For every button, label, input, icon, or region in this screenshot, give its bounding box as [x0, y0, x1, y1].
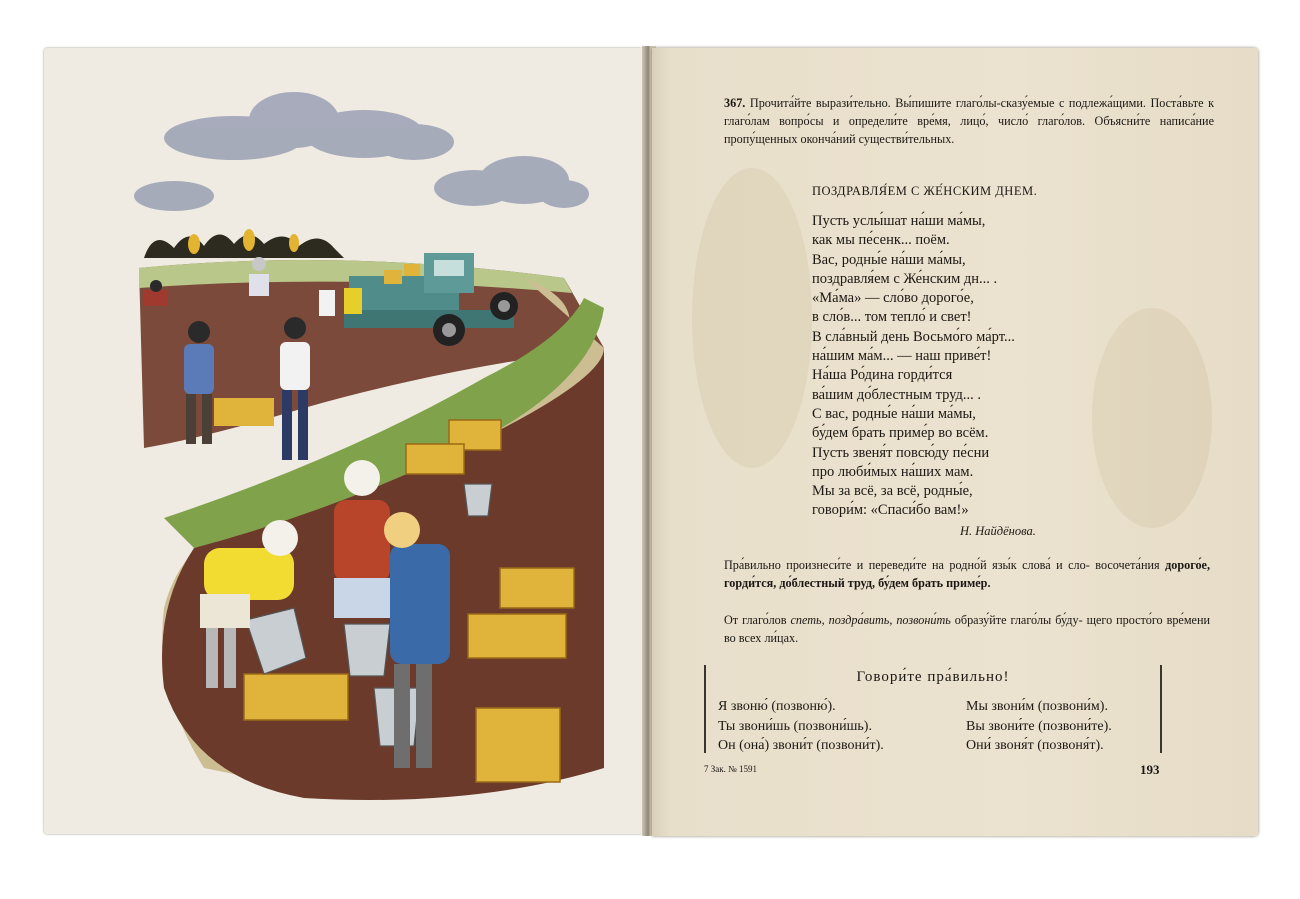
poem-line: На́ша Ро́дина горди́тся — [812, 367, 953, 384]
poem-line: про люби́мых на́ших мам. — [812, 463, 974, 480]
page-number: 193 — [1140, 762, 1160, 777]
cloud-icon — [134, 92, 589, 211]
potato-harvest-illustration — [44, 48, 642, 834]
poem-line: Пусть услы́шат на́ши ма́мы, — [812, 213, 986, 229]
future-tense-task-suffix: образу́йте глаго́лы бу́ду- щего просто́го вре́мени во всех ли́цах. — [724, 613, 1211, 645]
poem-line: на́шим ма́м... — наш приве́т! — [812, 348, 992, 365]
poem — [812, 212, 1015, 521]
poem-line: В сла́вный день Восьмо́го ма́рт... — [812, 328, 1015, 345]
pronunciation-task-text: Пра́вильно произнеси́те и переведи́те на родно́й язы́к слова́ и сло- восочета́ния — [724, 558, 1160, 572]
poem-title: ПОЗДРАВЛЯ́ЕМ С ЖЕ́НСКИМ ДНЕМ. — [812, 184, 1038, 198]
poem-line: в сло́в... том тепло́ и свет! — [812, 309, 972, 326]
poem-line: «Ма́ма» — сло́во дорого́е, — [812, 290, 974, 307]
illustration-page — [44, 48, 642, 834]
future-tense-task — [724, 611, 1210, 647]
conjugation-line: Он (она́) звони́т (позвони́т). — [718, 738, 884, 753]
speak-correctly-box — [704, 665, 1162, 753]
poem-line: поздравля́ем с Же́нским дн... . — [812, 270, 998, 287]
exercise-instructions — [724, 94, 1214, 148]
future-tense-task-verbs: спеть, поздра́вить, позвони́ть — [790, 613, 951, 627]
future-tense-task-prefix: От глаго́лов — [724, 613, 787, 627]
text-page — [652, 48, 1258, 836]
conjugation-line: Я звоню́ (позвоню́). — [718, 699, 836, 714]
poem-author: Н. Найдёнова. — [960, 524, 1036, 538]
conjugation-line: Они́ звоня́т (позвоня́т). — [966, 738, 1104, 753]
conjugation-column-plural — [966, 697, 1112, 756]
pronunciation-task — [724, 556, 1210, 592]
conjugation-column-singular — [718, 697, 884, 756]
poem-line: С вас, родны́е на́ши ма́мы, — [812, 405, 976, 422]
conjugation-line: Вы звони́те (позвони́те). — [966, 718, 1112, 734]
poem-line: Пусть звеня́т повсю́ду пе́сни — [812, 444, 990, 461]
speak-correctly-title: Говори́те пра́вильно! — [856, 669, 1010, 685]
poem-line: говори́м: «Спаси́бо вам!» — [812, 502, 969, 519]
poem-line: Вас, родны́е на́ши ма́мы, — [812, 251, 966, 268]
conjugation-line: Мы звони́м (позвони́м). — [966, 699, 1108, 714]
exercise-text: Прочита́йте вырази́тельно. Вы́пишите глаго́лы-сказу́емые с подлежа́щими. Поста́вьте к глаго́лам вопро́сы и определи́те вре́мя, лицо́, число́ глаго́лов. Объясни́те написа́ние пропу́щенных оконча́ний существи́тельных. — [724, 96, 1214, 146]
poem-line: Мы за всё, за всё, родны́е, — [812, 483, 973, 500]
exercise-number: 367. — [724, 96, 746, 110]
poem-line: как мы пе́сенк... поём. — [812, 232, 950, 249]
crate-icon — [214, 398, 274, 426]
poem-line: бу́дем брать приме́р во всём. — [812, 425, 989, 442]
poem-line: ва́шим до́блестным труд... . — [812, 386, 981, 403]
open-book — [44, 46, 1260, 841]
pronunciation-task-words: дорого́е, горди́тся, до́блестный труд, бу́дем брать приме́р. — [724, 558, 1211, 590]
print-order-note: 7 Зак. № 1591 — [704, 764, 757, 774]
conjugation-line: Ты звони́шь (позвони́шь). — [718, 718, 872, 734]
